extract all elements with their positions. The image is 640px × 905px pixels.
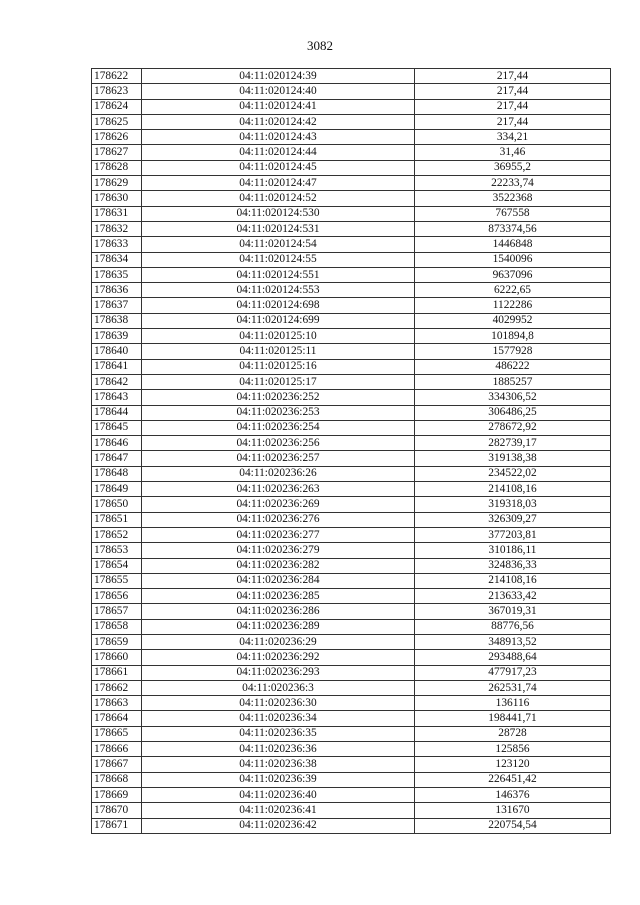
row-number-cell: 178634 [92, 252, 142, 267]
row-number-cell: 178660 [92, 650, 142, 665]
cadastral-number-cell: 04:11:020124:39 [142, 69, 415, 84]
cadastral-number-cell: 04:11:020236:39 [142, 772, 415, 787]
row-number-cell: 178631 [92, 206, 142, 221]
cadastral-value-cell: 377203,81 [415, 527, 611, 542]
cadastral-value-cell: 198441,71 [415, 711, 611, 726]
cadastral-number-cell: 04:11:020125:10 [142, 329, 415, 344]
row-number-cell: 178666 [92, 742, 142, 757]
row-number-cell: 178632 [92, 221, 142, 236]
row-number-cell: 178658 [92, 619, 142, 634]
cadastral-value-cell: 226451,42 [415, 772, 611, 787]
row-number-cell: 178626 [92, 130, 142, 145]
row-number-cell: 178640 [92, 344, 142, 359]
cadastral-number-cell: 04:11:020236:253 [142, 405, 415, 420]
table-row [92, 543, 611, 558]
row-number-cell: 178645 [92, 420, 142, 435]
cadastral-value-cell: 123120 [415, 757, 611, 772]
row-number-cell: 178653 [92, 543, 142, 558]
row-number-cell: 178656 [92, 589, 142, 604]
row-number-cell: 178630 [92, 191, 142, 206]
table-row [92, 742, 611, 757]
table-row [92, 482, 611, 497]
cadastral-value-cell: 3522368 [415, 191, 611, 206]
cadastral-number-cell: 04:11:020236:279 [142, 543, 415, 558]
cadastral-value-cell: 319138,38 [415, 451, 611, 466]
row-number-cell: 178659 [92, 634, 142, 649]
row-number-cell: 178650 [92, 497, 142, 512]
cadastral-value-table [91, 68, 611, 834]
row-number-cell: 178663 [92, 696, 142, 711]
cadastral-number-cell: 04:11:020124:699 [142, 313, 415, 328]
row-number-cell: 178646 [92, 436, 142, 451]
cadastral-number-cell: 04:11:020236:286 [142, 604, 415, 619]
table-row [92, 512, 611, 527]
table-row [92, 497, 611, 512]
cadastral-number-cell: 04:11:020124:45 [142, 160, 415, 175]
table-row [92, 558, 611, 573]
cadastral-value-cell: 88776,56 [415, 619, 611, 634]
row-number-cell: 178641 [92, 359, 142, 374]
cadastral-number-cell: 04:11:020236:34 [142, 711, 415, 726]
cadastral-number-cell: 04:11:020236:277 [142, 527, 415, 542]
table-row [92, 665, 611, 680]
row-number-cell: 178636 [92, 283, 142, 298]
row-number-cell: 178654 [92, 558, 142, 573]
row-number-cell: 178671 [92, 818, 142, 833]
table-row [92, 726, 611, 741]
cadastral-number-cell: 04:11:020236:42 [142, 818, 415, 833]
cadastral-number-cell: 04:11:020125:17 [142, 374, 415, 389]
table-row [92, 298, 611, 313]
table-row [92, 696, 611, 711]
row-number-cell: 178633 [92, 237, 142, 252]
cadastral-number-cell: 04:11:020236:257 [142, 451, 415, 466]
row-number-cell: 178628 [92, 160, 142, 175]
cadastral-number-cell: 04:11:020236:252 [142, 390, 415, 405]
table-row [92, 420, 611, 435]
table-row [92, 390, 611, 405]
row-number-cell: 178661 [92, 665, 142, 680]
cadastral-value-cell: 1885257 [415, 374, 611, 389]
cadastral-value-cell: 146376 [415, 787, 611, 802]
cadastral-number-cell: 04:11:020124:551 [142, 267, 415, 282]
cadastral-number-cell: 04:11:020124:44 [142, 145, 415, 160]
table-body [92, 69, 611, 834]
cadastral-value-cell: 136116 [415, 696, 611, 711]
table-row [92, 145, 611, 160]
cadastral-number-cell: 04:11:020236:26 [142, 466, 415, 481]
row-number-cell: 178665 [92, 726, 142, 741]
cadastral-number-cell: 04:11:020125:16 [142, 359, 415, 374]
cadastral-value-cell: 4029952 [415, 313, 611, 328]
table-row [92, 634, 611, 649]
cadastral-number-cell: 04:11:020236:3 [142, 680, 415, 695]
table-row [92, 313, 611, 328]
row-number-cell: 178623 [92, 84, 142, 99]
table-row [92, 573, 611, 588]
cadastral-value-cell: 367019,31 [415, 604, 611, 619]
cadastral-value-cell: 6222,65 [415, 283, 611, 298]
table-row [92, 191, 611, 206]
cadastral-value-cell: 767558 [415, 206, 611, 221]
cadastral-value-cell: 319318,03 [415, 497, 611, 512]
cadastral-value-cell: 31,46 [415, 145, 611, 160]
cadastral-value-cell: 1540096 [415, 252, 611, 267]
table-row [92, 451, 611, 466]
row-number-cell: 178622 [92, 69, 142, 84]
cadastral-value-cell: 9637096 [415, 267, 611, 282]
cadastral-value-cell: 28728 [415, 726, 611, 741]
table-row [92, 252, 611, 267]
table-row [92, 787, 611, 802]
cadastral-value-cell: 293488,64 [415, 650, 611, 665]
table-row [92, 99, 611, 114]
cadastral-value-cell: 213633,42 [415, 589, 611, 604]
cadastral-number-cell: 04:11:020125:11 [142, 344, 415, 359]
cadastral-value-cell: 1122286 [415, 298, 611, 313]
page-number: 3082 [307, 38, 333, 53]
cadastral-number-cell: 04:11:020236:36 [142, 742, 415, 757]
table-row [92, 711, 611, 726]
row-number-cell: 178669 [92, 787, 142, 802]
cadastral-number-cell: 04:11:020236:38 [142, 757, 415, 772]
cadastral-value-cell: 278672,92 [415, 420, 611, 435]
table-row [92, 344, 611, 359]
table-row [92, 283, 611, 298]
cadastral-value-cell: 334,21 [415, 130, 611, 145]
row-number-cell: 178638 [92, 313, 142, 328]
row-number-cell: 178664 [92, 711, 142, 726]
cadastral-number-cell: 04:11:020236:276 [142, 512, 415, 527]
table-row [92, 130, 611, 145]
table-row [92, 237, 611, 252]
row-number-cell: 178670 [92, 803, 142, 818]
row-number-cell: 178662 [92, 680, 142, 695]
row-number-cell: 178624 [92, 99, 142, 114]
table-row [92, 374, 611, 389]
cadastral-number-cell: 04:11:020124:530 [142, 206, 415, 221]
row-number-cell: 178668 [92, 772, 142, 787]
row-number-cell: 178657 [92, 604, 142, 619]
cadastral-value-cell: 217,44 [415, 114, 611, 129]
cadastral-value-cell: 873374,56 [415, 221, 611, 236]
row-number-cell: 178635 [92, 267, 142, 282]
cadastral-number-cell: 04:11:020236:269 [142, 497, 415, 512]
row-number-cell: 178637 [92, 298, 142, 313]
table-row [92, 359, 611, 374]
cadastral-value-cell: 486222 [415, 359, 611, 374]
cadastral-value-cell: 217,44 [415, 84, 611, 99]
cadastral-value-cell: 348913,52 [415, 634, 611, 649]
row-number-cell: 178649 [92, 482, 142, 497]
cadastral-number-cell: 04:11:020124:553 [142, 283, 415, 298]
cadastral-value-cell: 326309,27 [415, 512, 611, 527]
cadastral-value-cell: 217,44 [415, 99, 611, 114]
table-row [92, 329, 611, 344]
table-row [92, 589, 611, 604]
cadastral-value-cell: 334306,52 [415, 390, 611, 405]
cadastral-number-cell: 04:11:020236:293 [142, 665, 415, 680]
table-row [92, 757, 611, 772]
table-row [92, 176, 611, 191]
cadastral-number-cell: 04:11:020124:41 [142, 99, 415, 114]
row-number-cell: 178629 [92, 176, 142, 191]
cadastral-number-cell: 04:11:020236:263 [142, 482, 415, 497]
table-row [92, 405, 611, 420]
cadastral-number-cell: 04:11:020236:30 [142, 696, 415, 711]
table-row [92, 619, 611, 634]
row-number-cell: 178625 [92, 114, 142, 129]
table-row [92, 267, 611, 282]
table-row [92, 436, 611, 451]
cadastral-value-cell: 1577928 [415, 344, 611, 359]
row-number-cell: 178667 [92, 757, 142, 772]
cadastral-value-cell: 101894,8 [415, 329, 611, 344]
cadastral-value-cell: 282739,17 [415, 436, 611, 451]
cadastral-value-cell: 131670 [415, 803, 611, 818]
table-row [92, 772, 611, 787]
table-row [92, 114, 611, 129]
cadastral-number-cell: 04:11:020236:289 [142, 619, 415, 634]
cadastral-value-cell: 217,44 [415, 69, 611, 84]
cadastral-number-cell: 04:11:020124:52 [142, 191, 415, 206]
table-row [92, 84, 611, 99]
cadastral-number-cell: 04:11:020124:47 [142, 176, 415, 191]
cadastral-value-cell: 310186,11 [415, 543, 611, 558]
row-number-cell: 178655 [92, 573, 142, 588]
table-row [92, 160, 611, 175]
cadastral-value-cell: 214108,16 [415, 573, 611, 588]
row-number-cell: 178647 [92, 451, 142, 466]
cadastral-number-cell: 04:11:020124:55 [142, 252, 415, 267]
cadastral-number-cell: 04:11:020124:43 [142, 130, 415, 145]
cadastral-value-cell: 324836,33 [415, 558, 611, 573]
cadastral-value-cell: 125856 [415, 742, 611, 757]
cadastral-value-cell: 36955,2 [415, 160, 611, 175]
cadastral-value-cell: 1446848 [415, 237, 611, 252]
row-number-cell: 178648 [92, 466, 142, 481]
row-number-cell: 178639 [92, 329, 142, 344]
row-number-cell: 178651 [92, 512, 142, 527]
row-number-cell: 178652 [92, 527, 142, 542]
cadastral-number-cell: 04:11:020236:254 [142, 420, 415, 435]
cadastral-value-cell: 306486,25 [415, 405, 611, 420]
cadastral-number-cell: 04:11:020236:41 [142, 803, 415, 818]
cadastral-value-cell: 234522,02 [415, 466, 611, 481]
row-number-cell: 178644 [92, 405, 142, 420]
cadastral-value-cell: 262531,74 [415, 680, 611, 695]
cadastral-value-cell: 220754,54 [415, 818, 611, 833]
row-number-cell: 178643 [92, 390, 142, 405]
cadastral-number-cell: 04:11:020236:29 [142, 634, 415, 649]
table-row [92, 221, 611, 236]
table-row [92, 466, 611, 481]
cadastral-value-cell: 22233,74 [415, 176, 611, 191]
cadastral-number-cell: 04:11:020124:698 [142, 298, 415, 313]
cadastral-number-cell: 04:11:020124:42 [142, 114, 415, 129]
table-row [92, 650, 611, 665]
cadastral-number-cell: 04:11:020236:292 [142, 650, 415, 665]
row-number-cell: 178642 [92, 374, 142, 389]
cadastral-number-cell: 04:11:020124:531 [142, 221, 415, 236]
table-row [92, 527, 611, 542]
row-number-cell: 178627 [92, 145, 142, 160]
cadastral-number-cell: 04:11:020236:282 [142, 558, 415, 573]
cadastral-number-cell: 04:11:020124:54 [142, 237, 415, 252]
cadastral-number-cell: 04:11:020236:256 [142, 436, 415, 451]
table-row [92, 604, 611, 619]
cadastral-value-cell: 477917,23 [415, 665, 611, 680]
cadastral-number-cell: 04:11:020124:40 [142, 84, 415, 99]
table-row [92, 69, 611, 84]
table-row [92, 680, 611, 695]
cadastral-number-cell: 04:11:020236:35 [142, 726, 415, 741]
cadastral-number-cell: 04:11:020236:40 [142, 787, 415, 802]
cadastral-number-cell: 04:11:020236:285 [142, 589, 415, 604]
cadastral-number-cell: 04:11:020236:284 [142, 573, 415, 588]
table-row [92, 803, 611, 818]
table-row [92, 818, 611, 833]
table-row [92, 206, 611, 221]
cadastral-value-cell: 214108,16 [415, 482, 611, 497]
